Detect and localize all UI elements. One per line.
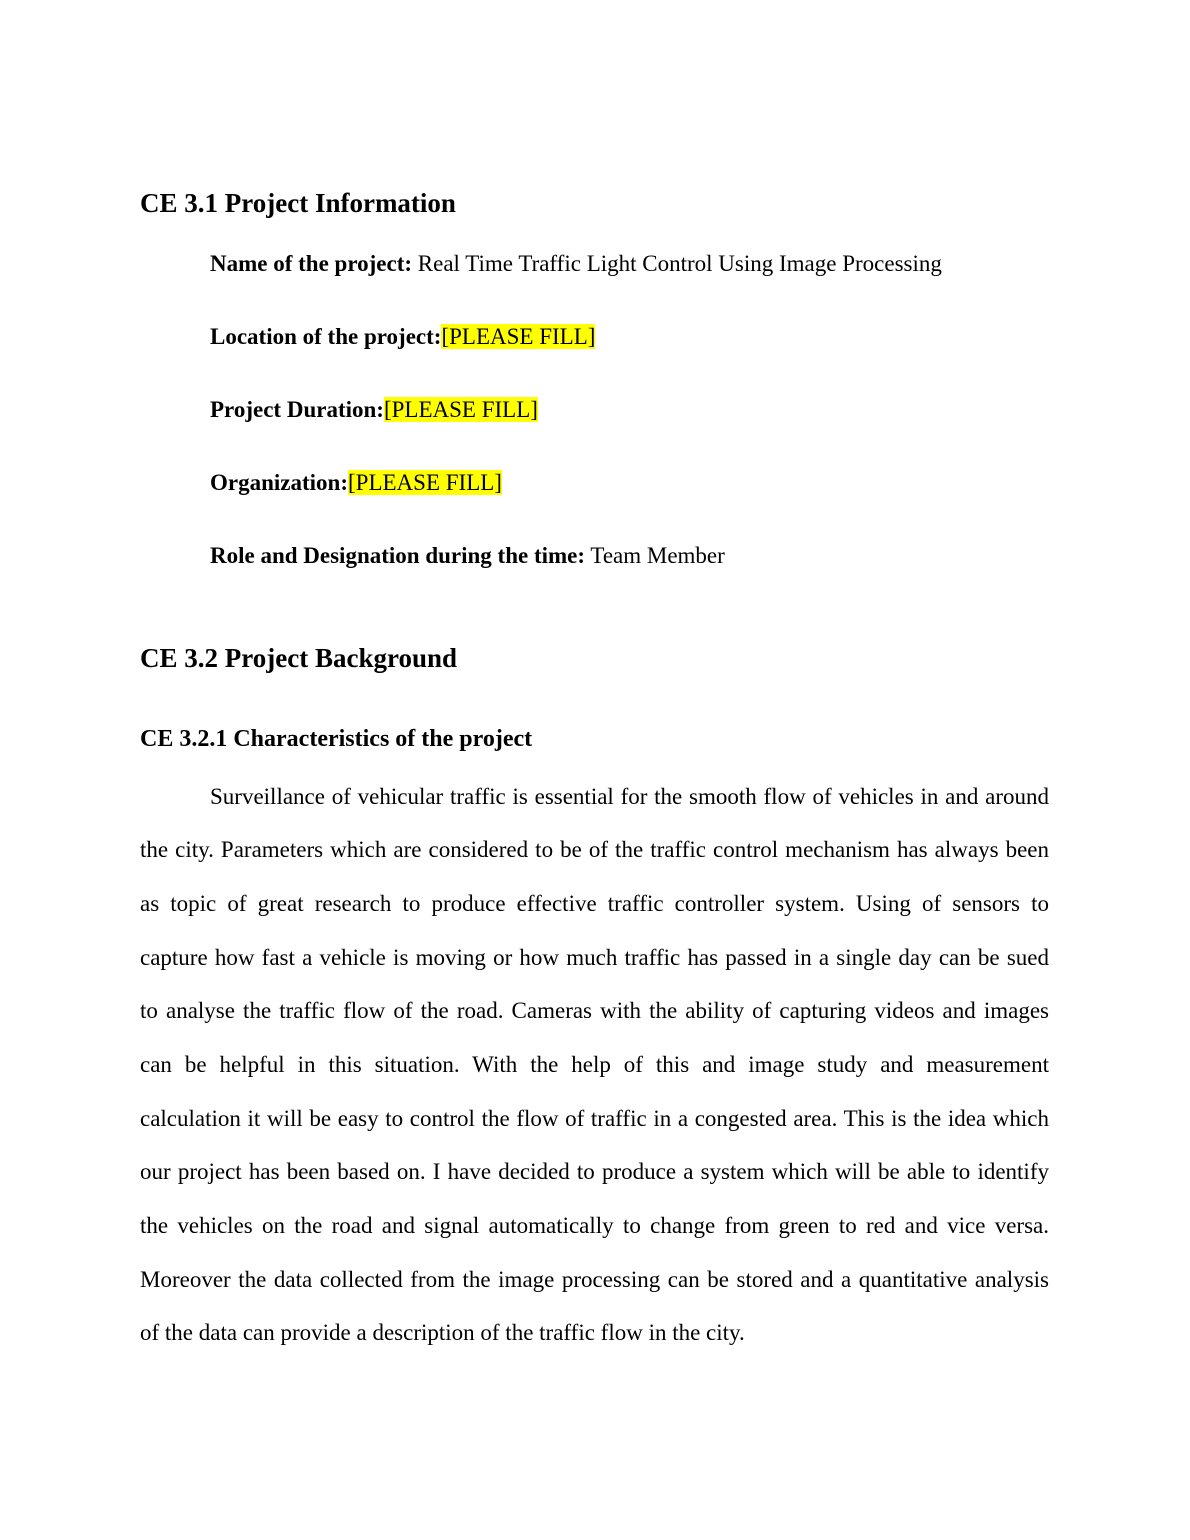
paragraph-line: the city. Parameters which are considered to be of the traffic control mechanism has always been (140, 837, 1049, 862)
field-project-duration-label: Project Duration: (210, 397, 384, 422)
section-heading-project-information: CE 3.1 Project Information (140, 188, 456, 218)
paragraph-line: our project has been based on. I have decided to produce a system which will be able to identify (140, 1159, 1049, 1184)
paragraph-line: the vehicles on the road and signal automatically to change from green to red and vice versa. (140, 1213, 1049, 1238)
paragraph-line: Surveillance of vehicular traffic is essential for the smooth flow of vehicles in and around (210, 784, 1049, 809)
field-role-designation-label: Role and Designation during the time: (210, 543, 586, 568)
paragraph-line: to analyse the traffic flow of the road. Cameras with the ability of capturing videos and images (140, 998, 1049, 1023)
field-role-designation (210, 541, 725, 571)
paragraph-line: capture how fast a vehicle is moving or how much traffic has passed in a single day can be sued (140, 945, 1049, 970)
field-project-duration (210, 395, 538, 425)
field-organization (210, 468, 502, 498)
field-project-location (210, 322, 595, 352)
field-project-location-label: Location of the project: (210, 324, 442, 349)
field-organization-label: Organization: (210, 470, 348, 495)
field-project-location-value: [PLEASE FILL] (441, 324, 596, 349)
field-project-name (210, 249, 942, 279)
paragraph-line: of the data can provide a description of the traffic flow in the city. (140, 1320, 745, 1345)
subsection-heading-characteristics: CE 3.2.1 Characteristics of the project (140, 726, 533, 752)
field-role-designation-value: Team Member (585, 543, 725, 568)
paragraph-line: as topic of great research to produce effective traffic controller system. Using of sensors to (140, 891, 1049, 916)
field-project-name-value: Real Time Traffic Light Control Using Image Processing (412, 251, 942, 276)
field-project-name-label: Name of the project: (210, 251, 413, 276)
field-project-duration-value: [PLEASE FILL] (383, 397, 538, 422)
paragraph-line: can be helpful in this situation. With the help of this and image study and measurement (140, 1052, 1049, 1077)
paragraph-line: Moreover the data collected from the image processing can be stored and a quantitative analysis (140, 1267, 1049, 1292)
paragraph-line: calculation it will be easy to control the flow of traffic in a congested area. This is the idea which (140, 1106, 1049, 1131)
section-heading-project-background: CE 3.2 Project Background (140, 643, 457, 673)
field-organization-value: [PLEASE FILL] (348, 470, 502, 495)
